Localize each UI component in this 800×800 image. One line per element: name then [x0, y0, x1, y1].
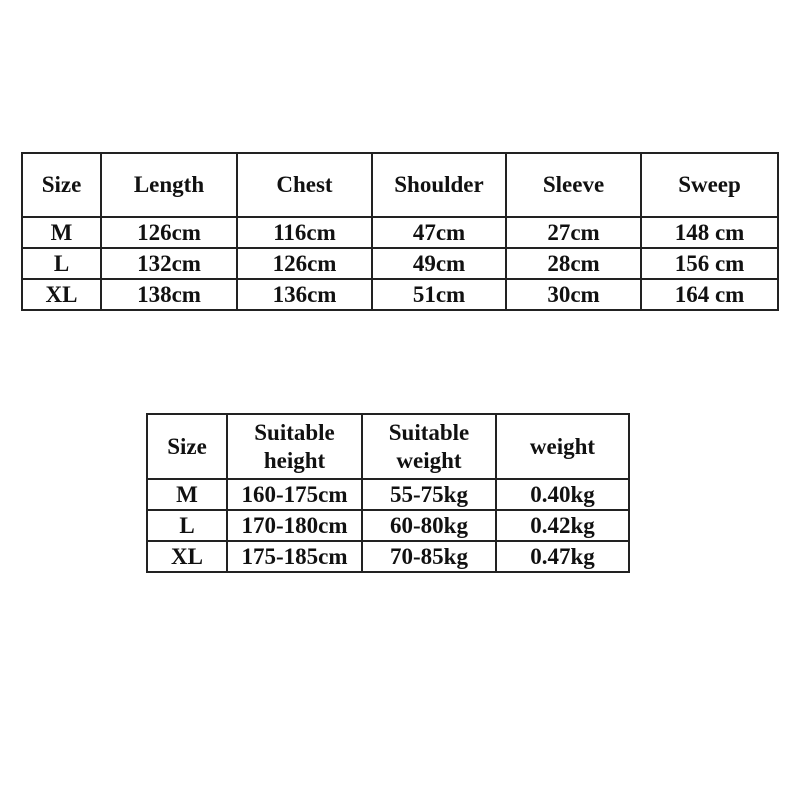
sleeve-cell: 27cm: [506, 217, 641, 248]
sweep-cell: 156 cm: [641, 248, 778, 279]
header-cell-weight: weight: [496, 414, 629, 479]
suitable-weight-cell: 60-80kg: [362, 510, 496, 541]
table-row: [147, 479, 629, 510]
table-row: [22, 217, 778, 248]
header-cell-chest: Chest: [237, 153, 372, 217]
shoulder-cell: 49cm: [372, 248, 506, 279]
weight-cell: 0.40kg: [496, 479, 629, 510]
size-cell: L: [147, 510, 227, 541]
size-cell: M: [147, 479, 227, 510]
chest-cell: 136cm: [237, 279, 372, 310]
size-cell: M: [22, 217, 101, 248]
suitable-weight-cell: 70-85kg: [362, 541, 496, 572]
size-cell: XL: [22, 279, 101, 310]
table-row: [22, 279, 778, 310]
table-row: [22, 248, 778, 279]
header-cell-length: Length: [101, 153, 237, 217]
header-cell-sleeve: Sleeve: [506, 153, 641, 217]
suitable-height-cell: 175-185cm: [227, 541, 362, 572]
header-cell-size: Size: [147, 414, 227, 479]
sweep-cell: 148 cm: [641, 217, 778, 248]
chest-cell: 126cm: [237, 248, 372, 279]
header-cell-shoulder: Shoulder: [372, 153, 506, 217]
header-cell-suitable-weight: Suitable weight: [362, 414, 496, 479]
sleeve-cell: 28cm: [506, 248, 641, 279]
suitable-height-cell: 160-175cm: [227, 479, 362, 510]
sleeve-cell: 30cm: [506, 279, 641, 310]
weight-cell: 0.47kg: [496, 541, 629, 572]
table-header-row: [22, 153, 778, 217]
size-cell: L: [22, 248, 101, 279]
suitable-weight-cell: 55-75kg: [362, 479, 496, 510]
header-cell-sweep: Sweep: [641, 153, 778, 217]
table-row: [147, 510, 629, 541]
header-cell-suitable-height: Suitable height: [227, 414, 362, 479]
sweep-cell: 164 cm: [641, 279, 778, 310]
size-cell: XL: [147, 541, 227, 572]
length-cell: 126cm: [101, 217, 237, 248]
length-cell: 132cm: [101, 248, 237, 279]
size-measurements-table: [21, 152, 779, 311]
length-cell: 138cm: [101, 279, 237, 310]
header-cell-size: Size: [22, 153, 101, 217]
chest-cell: 116cm: [237, 217, 372, 248]
table-row: [147, 541, 629, 572]
shoulder-cell: 51cm: [372, 279, 506, 310]
fit-guide-table: [146, 413, 630, 573]
shoulder-cell: 47cm: [372, 217, 506, 248]
table-header-row: [147, 414, 629, 479]
suitable-height-cell: 170-180cm: [227, 510, 362, 541]
weight-cell: 0.42kg: [496, 510, 629, 541]
